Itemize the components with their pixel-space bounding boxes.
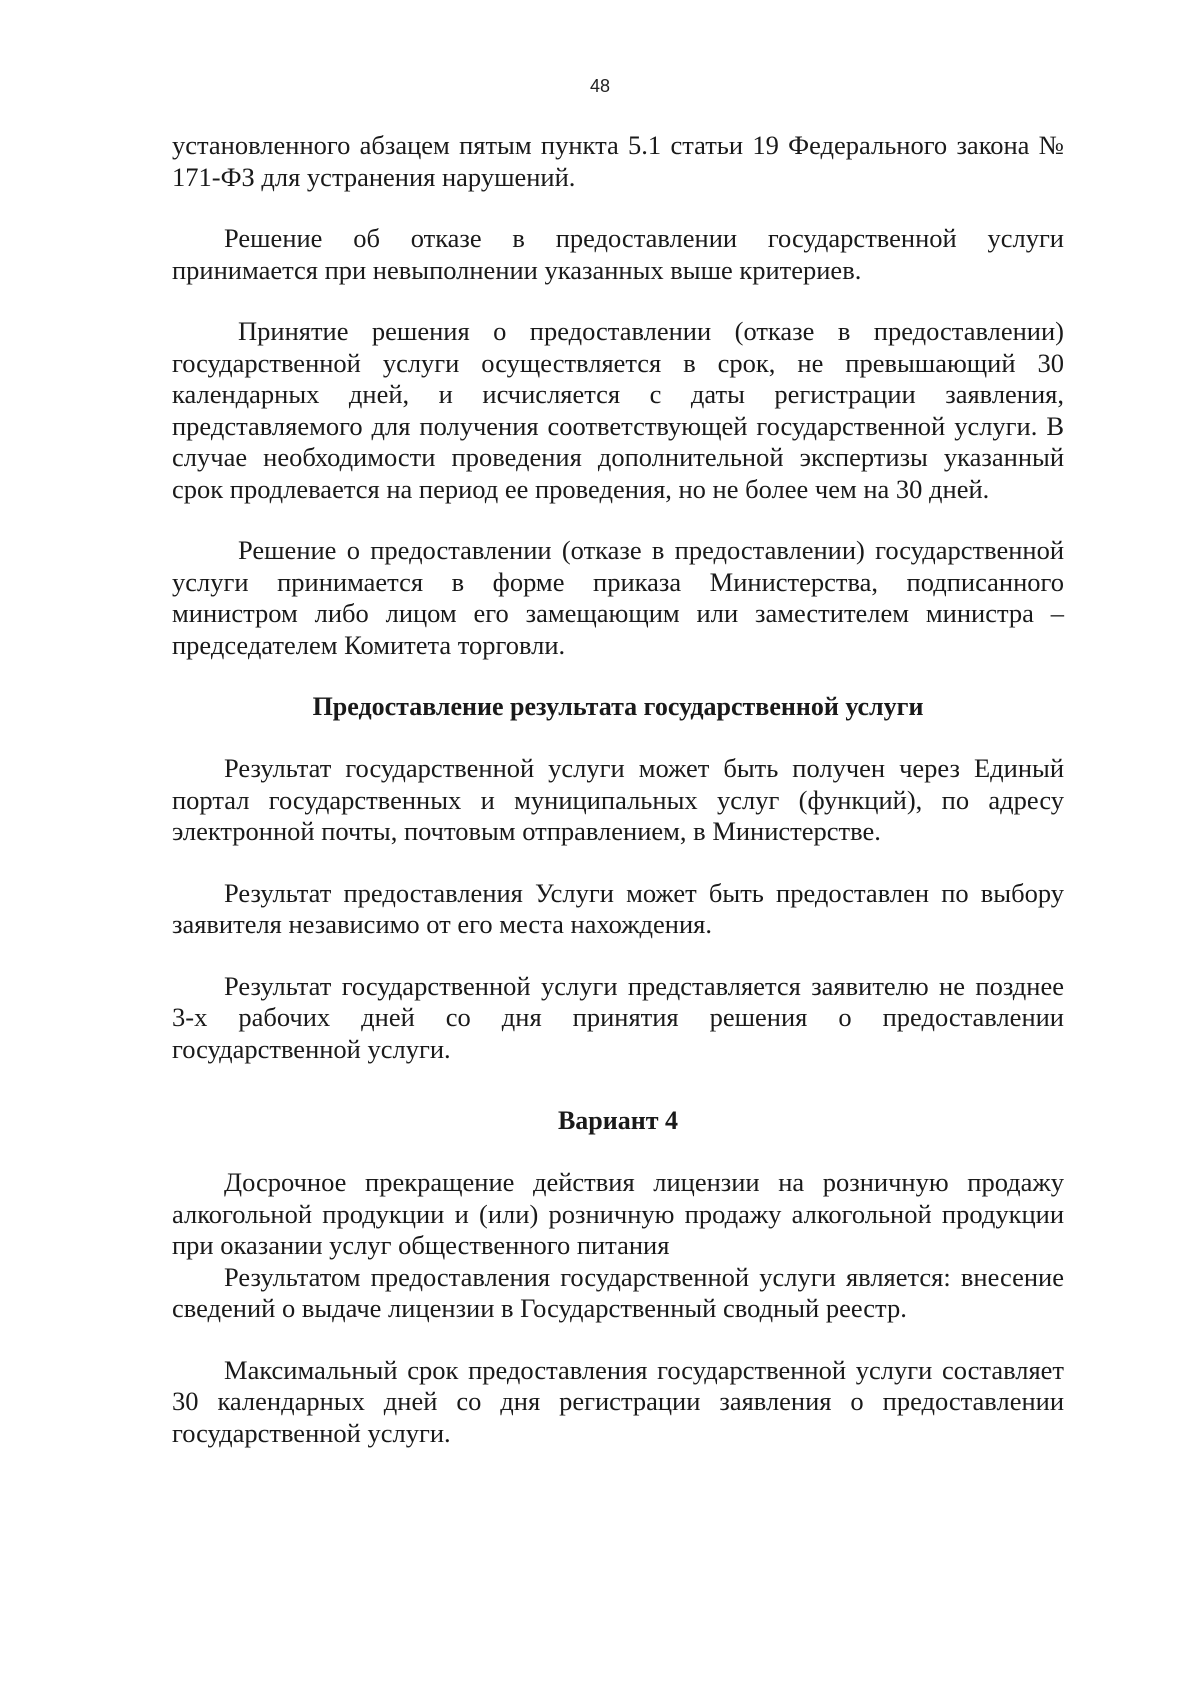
section-heading-result: Предоставление результата государственной услуги [312, 692, 924, 721]
section-heading-variant-4: Вариант 4 [557, 1106, 679, 1135]
page-number: 48 [589, 76, 611, 96]
paragraph-8: Досрочное прекращение действия лицензии на розничную продажу алкогольной продукции и (или) розничную продажу алкогольной продукции при оказании услуг общественного питания [172, 1167, 1064, 1260]
paragraph-10: Максимальный срок предоставления государственной услуги составляет 30 календарных дней со дня регистрации заявления о предоставлении государственной услуги. [172, 1354, 1064, 1448]
paragraph-5: Результат государственной услуги может быть получен через Единый портал государственных и муниципальных услуг (функций), по адресу электронной почты, почтовым отправлением, в Министерстве. [172, 753, 1064, 846]
paragraph-6: Результат предоставления Услуги может быть предоставлен по выбору заявителя независимо от его места нахождения. [172, 877, 1064, 939]
paragraph-4: Решение о предоставлении (отказе в предоставлении) государственной услуги принимается в форме приказа Министерства, подписанного министром либо лицом его замещающим или заместителем министра – председателем Комитета торговли. [172, 535, 1064, 660]
paragraph-1: установленного абзацем пятым пункта 5.1 статьи 19 Федерального закона № 171-ФЗ для устранения нарушений. [172, 130, 1064, 192]
document-body [172, 130, 1064, 1449]
paragraph-9: Результатом предоставления государственной услуги является: внесение сведений о выдаче лицензии в Государственный сводный реестр. [172, 1261, 1064, 1323]
paragraph-3: Принятие решения о предоставлении (отказе в предоставлении) государственной услуги осуществляется в срок, не превышающий 30 календарных дней, и исчисляется с даты регистрации заявления, представляемого для получения соответствующей государственной услуги. В случае необходимости проведения дополнительной экспертизы указанный срок продлевается на период ее проведения, но не более чем на 30 дней. [172, 316, 1064, 504]
paragraph-7: Результат государственной услуги представляется заявителю не позднее 3-х рабочих дней со дня принятия решения о предоставлении государственной услуги. [172, 970, 1064, 1064]
paragraph-2: Решение об отказе в предоставлении государственной услуги принимается при невыполнении указанных выше критериев. [172, 223, 1064, 285]
